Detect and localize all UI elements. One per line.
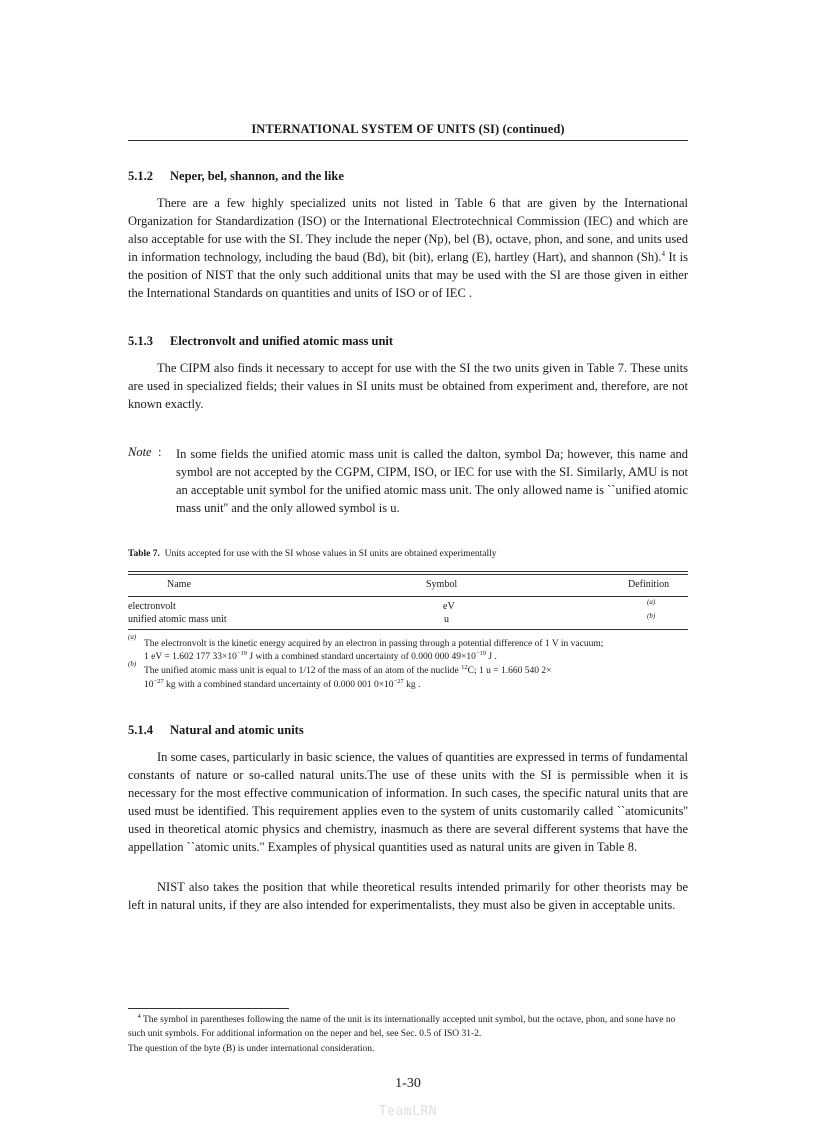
table-footnote-b-line-2 [144, 679, 688, 691]
table-footnote-a-mark: (a) [128, 633, 137, 641]
exponent: −27 [153, 677, 164, 685]
col-header-name: Name [167, 579, 191, 590]
table-caption-text: Units accepted for use with the SI whose values in SI units are obtained experimentally [164, 549, 497, 559]
section-heading-5-1-3 [128, 334, 393, 349]
watermark: TeamLRN [378, 1104, 438, 1119]
footnote-mark: 4 [137, 1012, 141, 1020]
footnote-ref: 4 [661, 249, 665, 258]
table-top-rule-2 [128, 574, 688, 575]
paragraph-text-cont: It is the position of NIST that the only such additional units that may be used with the SI are those given in either the International Standards on quantities and units of ISO or of IEC . [128, 250, 688, 300]
footnote-text: The symbol in parentheses following the name of the unit is its internationally accepted unit symbol, but the octave, phon, and sone have no such unit symbols. For additional information on the neper and bel, see Sec. 0.5 of ISO 31-2. [128, 1015, 676, 1039]
isotope-mass-number: 12 [461, 663, 468, 671]
col-header-symbol: Symbol [426, 579, 458, 590]
paragraph-5-1-2 [128, 194, 688, 302]
exponent: −19 [475, 649, 487, 657]
fn-text: kg . [403, 680, 421, 690]
fn-text: The unified atomic mass unit is equal to 1/12 of the mass of an atom of the nuclide [144, 666, 462, 676]
row-amu-name: unified atomic mass unit [128, 614, 227, 625]
table-footnote-b-line-1 [144, 665, 688, 677]
table-footnote-a-line-2 [144, 651, 688, 663]
fn-text: C; 1 u = 1.660 540 2× [467, 666, 552, 676]
table-footnote-a-line-1: The electronvolt is the kinetic energy acquired by an electron in passing through a potential difference of 1 V in vacuum; [144, 639, 604, 649]
table-bottom-rule [128, 629, 688, 630]
section-title: Electronvolt and unified atomic mass unit [170, 334, 394, 348]
note-text: In some fields the unified atomic mass unit is called the dalton, symbol Da; however, this name and symbol are not accepted by the CGPM, CIPM, ISO, or IEC for use with the SI. Similarly, AMU is not an acceptable unit symbol for the unified atomic mass unit. The only allowed name is ``unified atomic mass unit'' and the only allowed symbol is u. [176, 447, 688, 515]
section-heading-5-1-4 [128, 723, 304, 738]
page-number: 1-30 [395, 1076, 421, 1091]
running-header: INTERNATIONAL SYSTEM OF UNITS (SI) (continued) [251, 122, 565, 136]
fn-text: 10 [144, 680, 154, 690]
paragraph-5-1-4-a: In some cases, particularly in basic science, the values of quantities are expressed in terms of fundamental constants of nature or so-called natural units.The use of these units with the SI is permissible when it is necessary for the most effective communication of information. In such cases, the specific natural units that are used must be identified. This requirement applies even to the system of units customarily called ``atomicunits'' used in theoretical atomic physics and chemistry, inasmuch as there are several different systems that have the appellation ``atomic units." Examples of physical quantities used as natural units are given in Table 8. [128, 750, 688, 854]
section-number: 5.1.3 [128, 334, 153, 348]
row-amu-symbol: u [444, 614, 449, 625]
paragraph-5-1-3: The CIPM also finds it necessary to accept for use with the SI the two units given in Table 7. These units are used in specialized fields; their values in SI units must be obtained from experiment and, therefore, are not known exactly. [128, 361, 688, 411]
section-number: 5.1.2 [128, 169, 153, 183]
table-label: Table 7. [128, 549, 160, 559]
row-amu-definition: (b) [647, 612, 656, 620]
section-title: Neper, bel, shannon, and the like [170, 169, 344, 183]
table-caption [128, 549, 497, 559]
section-title: Natural and atomic units [170, 723, 304, 737]
note-label: Note [128, 445, 152, 459]
exponent: −19 [236, 649, 248, 657]
fn-text: J with a combined standard uncertainty of 0.000 000 49×10 [247, 652, 476, 662]
footnote-rule [128, 1008, 289, 1009]
row-electronvolt-definition: (a) [647, 598, 656, 606]
section-heading-5-1-2 [128, 169, 344, 184]
fn-text: J . [486, 652, 497, 662]
section-number: 5.1.4 [128, 723, 153, 737]
table-top-rule [128, 571, 688, 572]
table-footnote-b-mark: (b) [128, 660, 137, 668]
fn-text: 1 eV = 1.602 177 33×10 [144, 652, 237, 662]
row-electronvolt-symbol: eV [443, 601, 455, 612]
page-footnote-line-2: The question of the byte (B) is under international consideration. [128, 1044, 375, 1054]
table-header-rule [128, 596, 688, 597]
paragraph-text: There are a few highly specialized units not listed in Table 6 that are given by the International Organization for Standardization (ISO) or the International Electrotechnical Commission (IEC) and which are also acceptable for use with the SI. They include the neper (Np), bel (B), octave, phon, and sone, and units used in information technology, including the baud (Bd), bit (bit), erlang (E), hartley (Hart), and shannon (Sh). [128, 196, 688, 264]
page-footnote [128, 1013, 688, 1041]
exponent: −27 [393, 677, 404, 685]
paragraph-5-1-4-b: NIST also takes the position that while theoretical results intended primarily for other theorists may be left in natural units, if they are also intended for experimentalists, they must also be given in acceptable units. [128, 880, 688, 912]
col-header-definition: Definition [628, 579, 670, 590]
fn-text: kg with a combined standard uncertainty of 0.000 001 0×10 [163, 680, 394, 690]
note-colon: : [158, 445, 162, 459]
header-rule [128, 140, 688, 141]
row-electronvolt-name: electronvolt [128, 601, 176, 612]
